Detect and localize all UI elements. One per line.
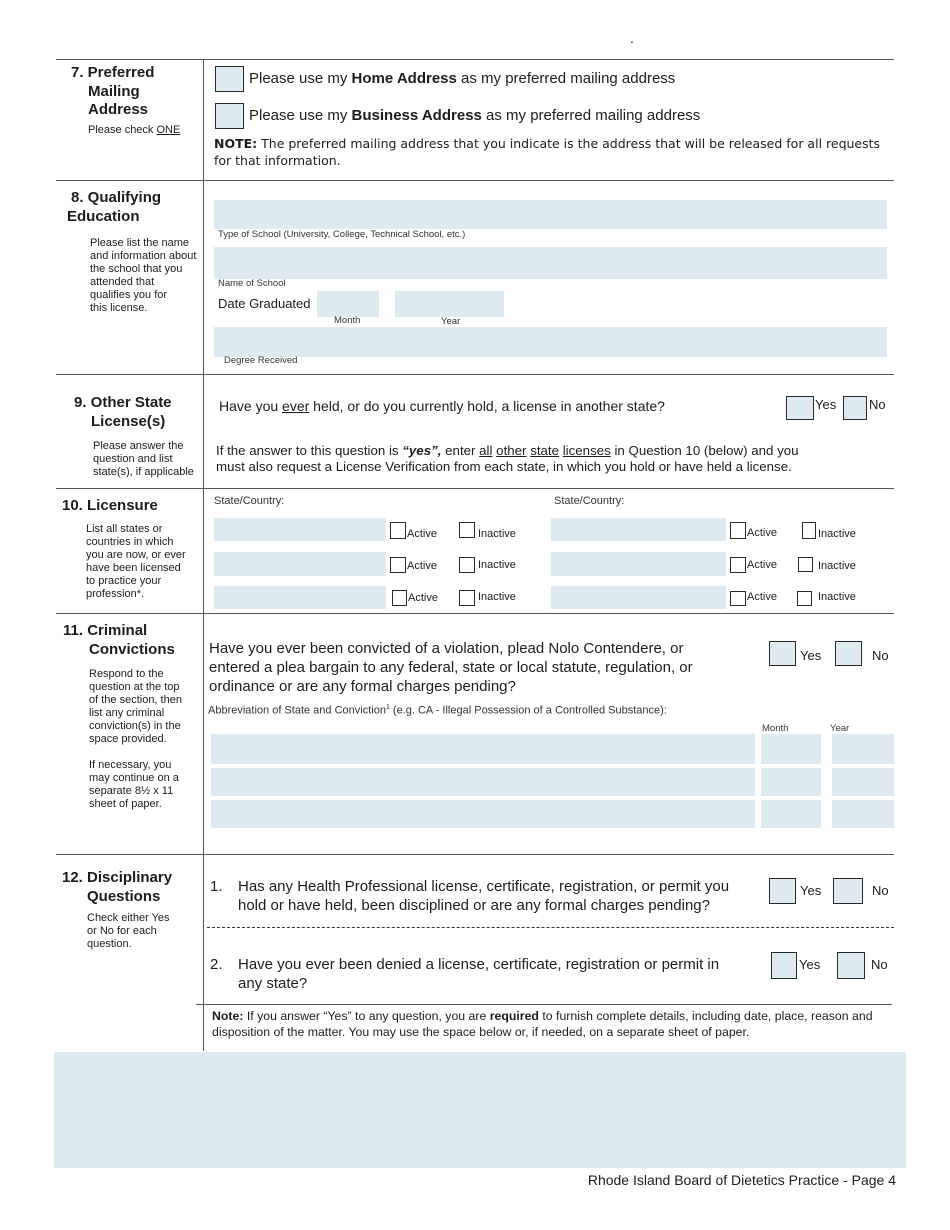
school-type-label: Type of School (University, College, Technical School, etc.) [218,229,466,240]
denied-yes-checkbox[interactable] [771,952,797,979]
licensure-state-field[interactable] [214,586,386,609]
home-address-label: Please use my Home Address as my preferred mailing address [249,70,676,87]
licensure-state-field[interactable] [551,552,726,576]
disciplined-no-label: No [872,883,889,898]
denied-yes-label: Yes [799,957,821,972]
sec12-description: Check either Yes or No for each question. [87,912,170,950]
licensure-inactive-checkbox[interactable] [797,591,812,606]
graduation-month-label: Month [334,315,361,326]
school-name-label: Name of School [218,278,286,289]
licensure-active-checkbox[interactable] [730,522,746,539]
degree-label: Degree Received [224,355,298,366]
rule-9-10 [56,488,894,489]
licensure-active-checkbox[interactable] [730,557,746,573]
sec11-description: Respond to the question at the top of the section, then list any criminal conviction(s) in the space provided. If necessary, you may continue on a separate 8½ x 11 sheet of paper. [89,668,182,810]
licensure-inactive-label: Inactive [818,560,856,572]
header-dot: . [630,30,634,46]
sec7-title: 7. Preferred Mailing Address [71,64,155,118]
sec9-title: 9. Other State License(s) [74,394,172,430]
sec9-question: Have you ever held, or do you currently hold, a license in another state? [219,398,665,414]
conviction-month-label: Month [762,723,789,734]
conviction-year-label: Year [830,723,850,734]
convictions-no-checkbox[interactable] [835,641,862,666]
graduation-year-label: Year [441,316,461,327]
licensure-inactive-checkbox[interactable] [802,522,816,539]
sec7-note: NOTE: The preferred mailing address that you indicate is the address that will be released for all requests for that information. [214,136,881,168]
conviction-year-field[interactable] [832,800,894,828]
sec10-description: List all states or countries in which you are now, or ever have been licensed to practice your profession*. [86,523,186,600]
licensure-inactive-checkbox[interactable] [459,557,475,573]
rule-11-12 [56,854,894,855]
licensure-active-checkbox[interactable] [390,522,406,539]
licensure-state-field[interactable] [214,552,386,576]
other-state-yes-label: Yes [815,397,837,412]
licensure-left-col-label: State/Country: [214,495,285,507]
denied-no-label: No [871,957,888,972]
sec12-q2-number: 2. [210,956,223,973]
convictions-yes-label: Yes [800,648,822,663]
graduation-month-field[interactable] [317,291,379,317]
conviction-description-field[interactable] [211,734,755,764]
sec12-note: Note: If you answer “Yes” to any question, you are required to furnish complete details, including date, place, reason and disposition of the matter. You may use the space below or, if needed, on a separate sheet of paper. [212,1009,873,1039]
licensure-state-field[interactable] [551,518,726,541]
sec7-instruction: Please check ONE [88,124,181,136]
sec9-description: Please answer the question and list state(s), if applicable [93,440,194,478]
conviction-month-field[interactable] [761,800,821,828]
sec12-q1-number: 1. [210,878,223,895]
licensure-inactive-label: Inactive [478,559,516,571]
licensure-active-label: Active [407,528,437,540]
disciplinary-details-field[interactable] [54,1052,906,1168]
licensure-inactive-label: Inactive [818,528,856,540]
business-address-label: Please use my Business Address as my preferred mailing address [249,107,701,124]
other-state-yes-checkbox[interactable] [786,396,814,420]
sec8-description: Please list the name and information about the school that you attended that qualifies you for this license. [90,237,197,314]
conviction-description-field[interactable] [211,800,755,828]
licensure-active-checkbox[interactable] [730,591,746,606]
denied-no-checkbox[interactable] [837,952,865,979]
licensure-active-label: Active [407,560,437,572]
licensure-inactive-checkbox[interactable] [798,557,813,572]
other-state-no-checkbox[interactable] [843,396,867,420]
licensure-active-label: Active [747,559,777,571]
sec12-title: 12. Disciplinary Questions [62,869,173,905]
sec11-question: Have you ever been convicted of a violation, plead Nolo Contendere, or entered a plea bargain to any federal, state or local statute, regulation, or ordinance or are any formal charges pending? [209,640,693,695]
licensure-active-label: Active [747,527,777,539]
rule-12-note [196,1004,892,1005]
sec9-instructions: If the answer to this question is “yes”, enter all other state licenses in Question 10 (below) and you must also request a License Verification from each state, in which you hold or have held a license. [216,443,799,474]
rule-10-11 [56,613,894,614]
licensure-state-field[interactable] [214,518,386,541]
other-state-no-label: No [869,397,886,412]
sec10-title: 10. Licensure [62,497,158,514]
licensure-inactive-checkbox[interactable] [459,522,475,538]
rule-8-9 [56,374,894,375]
disciplined-no-checkbox[interactable] [833,878,863,904]
business-address-checkbox[interactable] [215,103,244,129]
disciplined-yes-checkbox[interactable] [769,878,796,904]
licensure-inactive-label: Inactive [478,528,516,540]
licensure-active-checkbox[interactable] [390,557,406,573]
licensure-state-field[interactable] [551,586,726,609]
licensure-inactive-label: Inactive [818,591,856,603]
degree-field[interactable] [214,327,887,357]
convictions-yes-checkbox[interactable] [769,641,796,666]
conviction-year-field[interactable] [832,768,894,796]
conviction-month-field[interactable] [761,734,821,764]
licensure-inactive-checkbox[interactable] [459,590,475,606]
question-separator [207,927,894,928]
sec11-title: 11. Criminal Convictions [63,622,175,658]
sec8-title: 8. Qualifying Education [67,189,162,225]
licensure-active-checkbox[interactable] [392,590,407,606]
home-address-checkbox[interactable] [215,66,244,92]
column-divider [203,59,204,1051]
conviction-year-field[interactable] [832,734,894,764]
licensure-inactive-label: Inactive [478,591,516,603]
licensure-active-label: Active [408,592,438,604]
licensure-active-label: Active [747,591,777,603]
footer-page-label: Rhode Island Board of Dietetics Practice - Page 4 [587,1172,896,1188]
school-name-field[interactable] [214,247,887,279]
conviction-month-field[interactable] [761,768,821,796]
disciplined-yes-label: Yes [800,883,822,898]
sec12-q1-text: Has any Health Professional license, certificate, registration, or permit you hold or have held, been disciplined or are any formal charges pending? [238,878,730,914]
date-graduated-label: Date Graduated [218,296,311,311]
school-type-field[interactable] [214,200,887,229]
sec12-q2-text: Have you ever been denied a license, certificate, registration or permit in any state? [238,956,720,992]
conviction-abbreviation-label: Abbreviation of State and Conviction$^1$ (e.g. CA - Illegal Possession of a Controlled Substance): [208,704,667,717]
licensure-right-col-label: State/Country: [554,495,625,507]
graduation-year-field[interactable] [395,291,504,317]
rule-7-8 [56,180,894,181]
conviction-description-field[interactable] [211,768,755,796]
rule-top [56,59,894,60]
convictions-no-label: No [872,648,889,663]
